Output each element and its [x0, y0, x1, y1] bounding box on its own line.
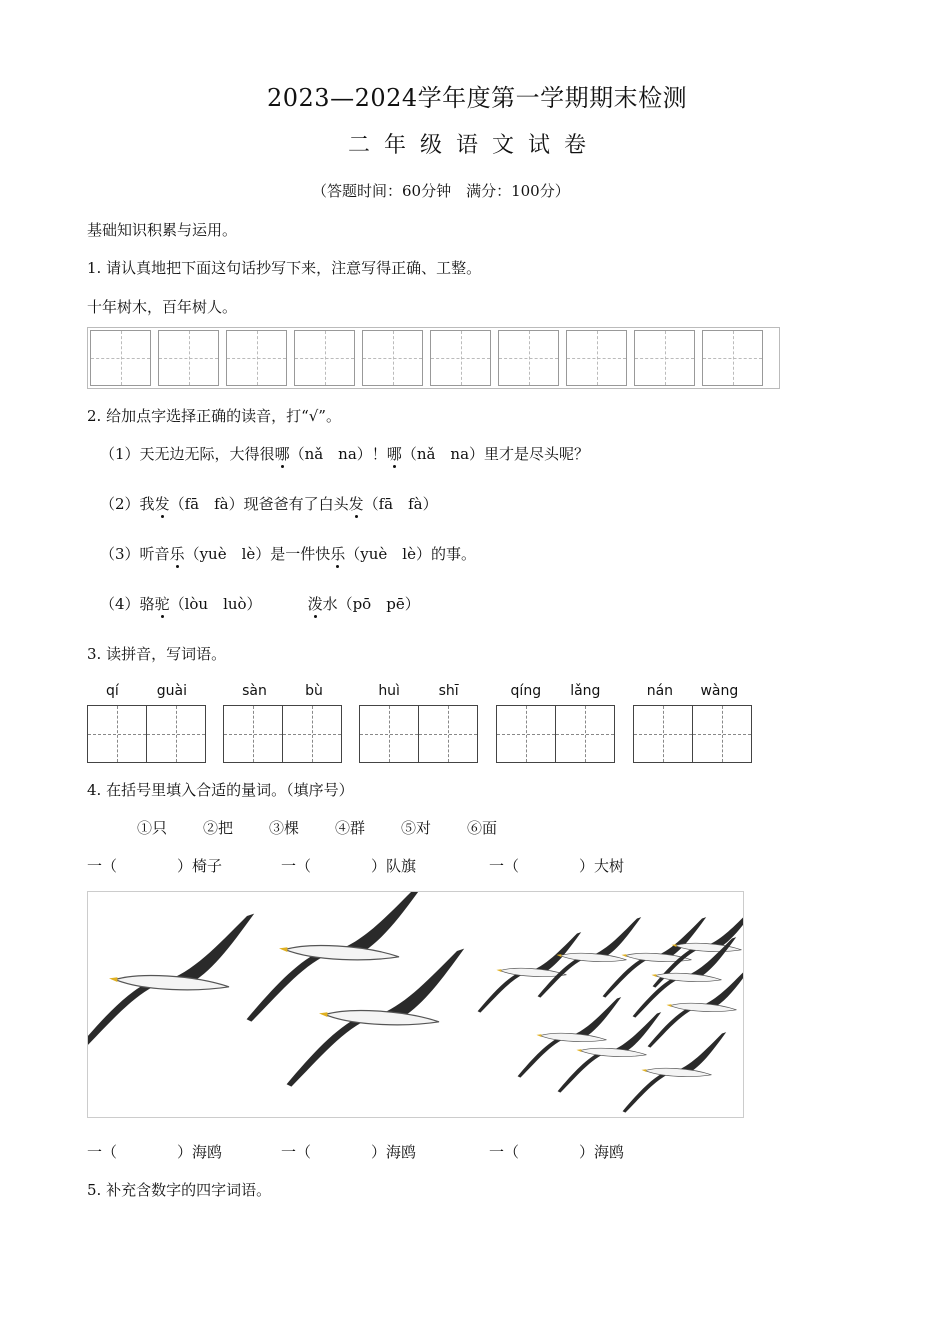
- answer-cell[interactable]: [497, 706, 556, 762]
- pinyin-group: [496, 683, 615, 763]
- q4-blank-chair[interactable]: 一（ ）椅子: [87, 857, 223, 875]
- pinyin-group: [359, 683, 478, 763]
- answer-cell[interactable]: [147, 706, 205, 762]
- tian-cell[interactable]: [158, 330, 219, 386]
- q4-options: ①只 ②把 ③棵 ④群 ⑤对 ⑥面: [137, 819, 498, 837]
- answer-cell[interactable]: [634, 706, 693, 762]
- seagull: [623, 1032, 727, 1113]
- answer-cell[interactable]: [360, 706, 419, 762]
- pinyin-label: bù: [305, 683, 323, 699]
- q4-prompt: 4. 在括号里填入合适的量词。（填序号）: [87, 781, 354, 799]
- q1-sentence: 十年树木，百年树人。: [87, 298, 238, 316]
- pinyin-label: nán: [646, 683, 674, 699]
- pinyin-label: guài: [156, 683, 187, 699]
- q2-item-4: （4）骆驼（lòu luò） 泼水（pō pē）: [100, 595, 420, 613]
- tian-cell[interactable]: [430, 330, 491, 386]
- tian-cell[interactable]: [362, 330, 423, 386]
- answer-cell[interactable]: [556, 706, 614, 762]
- q2-item-3: （3）听音乐（yuè lè）是一件快乐（yuè lè）的事。: [100, 545, 476, 563]
- q2-item-2: （2）我发（fā fà）现爸爸有了白头发（fā fà）: [100, 495, 438, 513]
- seagull: [247, 892, 425, 1022]
- pinyin-group: [87, 683, 206, 763]
- pinyin-label: qí: [105, 683, 119, 699]
- seagull-illustration: [87, 891, 744, 1118]
- exam-subtitle: 二年级语文试卷: [348, 133, 601, 158]
- q4-blank-gull-3[interactable]: 一（ ）海鸥: [489, 1143, 625, 1161]
- q1-prompt: 1. 请认真地把下面这句话抄写下来，注意写得正确、工整。: [87, 259, 482, 277]
- q4-blank-gull-2[interactable]: 一（ ）海鸥: [281, 1143, 417, 1161]
- seagulls-svg: [88, 892, 743, 1117]
- pinyin-group: [223, 683, 342, 763]
- q1-writing-grid: [87, 327, 780, 389]
- q4-blank-flag[interactable]: 一（ ）队旗: [281, 857, 417, 875]
- tian-cell[interactable]: [498, 330, 559, 386]
- tian-cell[interactable]: [702, 330, 763, 386]
- exam-title: 2023—2024学年度第一学期期末检测: [267, 84, 688, 112]
- answer-cell[interactable]: [283, 706, 341, 762]
- seagull: [287, 949, 465, 1087]
- pinyin-label: wàng: [700, 683, 739, 699]
- tian-cell[interactable]: [634, 330, 695, 386]
- tian-cell[interactable]: [226, 330, 287, 386]
- pinyin-label: lǎng: [570, 683, 601, 699]
- q2-prompt: 2. 给加点字选择正确的读音，打“√”。: [87, 407, 341, 425]
- answer-cell[interactable]: [224, 706, 283, 762]
- seagull: [558, 1012, 662, 1093]
- answer-cell[interactable]: [88, 706, 147, 762]
- answer-cell[interactable]: [693, 706, 751, 762]
- q4-blank-tree[interactable]: 一（ ）大树: [489, 857, 625, 875]
- seagull: [518, 997, 622, 1078]
- tian-cell[interactable]: [566, 330, 627, 386]
- section-heading: 基础知识积累与运用。: [87, 221, 238, 239]
- q3-prompt: 3. 读拼音，写词语。: [87, 645, 227, 663]
- q5-prompt: 5. 补充含数字的四字词语。: [87, 1181, 272, 1199]
- pinyin-label: shī: [438, 683, 459, 699]
- pinyin-label: qíng: [510, 683, 542, 699]
- seagull: [88, 914, 254, 1052]
- tian-cell[interactable]: [294, 330, 355, 386]
- pinyin-group: [633, 683, 752, 763]
- exam-info: （答题时间：60分钟 满分：100分）: [312, 182, 570, 200]
- q2-item-1: （1）天无边无际，大得很哪（nǎ na）！哪（nǎ na）里才是尽头呢？: [100, 445, 590, 463]
- seagull: [478, 932, 582, 1013]
- q4-blank-gull-1[interactable]: 一（ ）海鸥: [87, 1143, 223, 1161]
- tian-cell[interactable]: [90, 330, 151, 386]
- pinyin-label: huì: [378, 683, 400, 699]
- pinyin-label: sàn: [242, 683, 267, 699]
- answer-cell[interactable]: [419, 706, 477, 762]
